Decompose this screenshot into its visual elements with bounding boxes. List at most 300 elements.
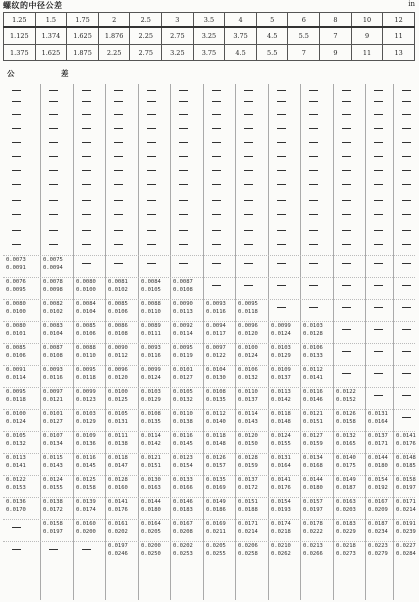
empty-cell-dash (212, 244, 221, 245)
row-separator (3, 409, 415, 410)
tolerance-value-lower: 0.0142 (271, 397, 291, 403)
empty-cell-dash (277, 156, 286, 157)
tolerance-value-upper: 0.0093 (206, 301, 226, 307)
table-cell: 1.625 (67, 27, 99, 45)
tolerance-value-upper: 0.0109 (76, 433, 96, 439)
empty-cell-dash (82, 128, 91, 129)
tolerance-value-upper: 0.0101 (173, 367, 193, 373)
table-cell: 3.25 (193, 27, 225, 45)
empty-cell-dash (309, 128, 318, 129)
row-separator (3, 453, 415, 454)
empty-cell-dash (82, 101, 91, 102)
tolerance-value-upper: 0.0095 (76, 367, 96, 373)
empty-cell-dash (277, 214, 286, 215)
tolerance-value-upper: 0.0103 (141, 389, 161, 395)
empty-cell-dash (147, 244, 156, 245)
tolerance-value-upper: 0.0163 (336, 499, 356, 505)
tolerance-value-lower: 0.0101 (6, 331, 26, 337)
tolerance-value-upper: 0.0139 (76, 499, 96, 505)
tolerance-value-upper: 0.0103 (76, 411, 96, 417)
tolerance-value-upper: 0.0088 (76, 345, 96, 351)
empty-cell-dash (147, 101, 156, 102)
tolerance-value-lower: 0.0197 (43, 529, 63, 535)
empty-cell-dash (49, 128, 58, 129)
tolerance-value-lower: 0.0168 (303, 463, 323, 469)
empty-cell-dash (309, 156, 318, 157)
tolerance-value-upper: 0.0080 (76, 279, 96, 285)
tolerance-value-upper: 0.0197 (108, 543, 128, 549)
tolerance-value-lower: 0.0102 (43, 309, 63, 315)
empty-cell-dash (342, 373, 351, 374)
tolerance-value-upper: 0.0125 (76, 477, 96, 483)
empty-cell-dash (402, 90, 411, 91)
tolerance-value-lower: 0.0120 (238, 331, 258, 337)
empty-cell-dash (212, 156, 221, 157)
empty-cell-dash (49, 170, 58, 171)
tolerance-value-upper: 0.0126 (336, 411, 356, 417)
tolerance-value-upper: 0.0137 (238, 477, 258, 483)
row-separator (3, 255, 415, 256)
tolerance-value-upper: 0.0158 (396, 477, 416, 483)
tolerance-value-lower: 0.0129 (141, 397, 161, 403)
tolerance-value-upper: 0.0100 (6, 411, 26, 417)
empty-cell-dash (244, 285, 253, 286)
tolerance-value-lower: 0.0258 (238, 551, 258, 557)
table-cell: 2 (98, 13, 130, 28)
empty-cell-dash (402, 156, 411, 157)
empty-cell-dash (147, 263, 156, 264)
tolerance-value-upper: 0.0090 (108, 345, 128, 351)
empty-cell-dash (244, 170, 253, 171)
empty-cell-dash (179, 114, 188, 115)
table-cell: 1.25 (4, 13, 36, 28)
tolerance-value-upper: 0.0080 (6, 301, 26, 307)
tolerance-value-lower: 0.0255 (206, 551, 226, 557)
empty-cell-dash (244, 244, 253, 245)
tolerance-value-lower: 0.0208 (173, 529, 193, 535)
tolerance-value-lower: 0.0180 (303, 485, 323, 491)
empty-cell-dash (12, 90, 21, 91)
empty-cell-dash (179, 156, 188, 157)
empty-cell-dash (82, 230, 91, 231)
row-separator (3, 431, 415, 432)
empty-cell-dash (147, 114, 156, 115)
tolerance-value-upper: 0.0130 (141, 477, 161, 483)
empty-cell-dash (277, 170, 286, 171)
empty-cell-dash (342, 142, 351, 143)
empty-cell-dash (402, 170, 411, 171)
empty-cell-dash (147, 230, 156, 231)
empty-cell-dash (342, 128, 351, 129)
empty-cell-dash (277, 101, 286, 102)
tolerance-value-upper: 0.0187 (368, 521, 388, 527)
tolerance-value-lower: 0.0102 (108, 287, 128, 293)
tolerance-value-upper: 0.0174 (271, 521, 291, 527)
tolerance-value-lower: 0.0138 (173, 419, 193, 425)
empty-cell-dash (114, 184, 123, 185)
tolerance-value-upper: 0.0124 (271, 433, 291, 439)
tolerance-value-lower: 0.0158 (336, 419, 356, 425)
empty-cell-dash (342, 230, 351, 231)
table-cell: 1.875 (67, 45, 99, 61)
empty-cell-dash (179, 128, 188, 129)
tolerance-value-upper: 0.0108 (206, 389, 226, 395)
tolerance-value-upper: 0.0206 (238, 543, 258, 549)
empty-cell-dash (212, 114, 221, 115)
tolerance-value-upper: 0.0097 (43, 389, 63, 395)
tolerance-value-lower: 0.0129 (271, 353, 291, 359)
empty-cell-dash (82, 170, 91, 171)
tolerance-value-lower: 0.0108 (173, 287, 193, 293)
tolerance-value-upper: 0.0099 (76, 389, 96, 395)
column-divider (300, 84, 301, 600)
tolerance-value-lower: 0.0146 (303, 397, 323, 403)
empty-cell-dash (342, 307, 351, 308)
tolerance-value-upper: 0.0105 (173, 389, 193, 395)
empty-cell-dash (147, 200, 156, 201)
empty-cell-dash (82, 156, 91, 157)
tolerance-value-lower: 0.0145 (173, 441, 193, 447)
empty-cell-dash (49, 230, 58, 231)
table-cell: 11 (383, 27, 415, 45)
tolerance-value-lower: 0.0176 (271, 485, 291, 491)
tolerance-value-upper: 0.0091 (6, 367, 26, 373)
tolerance-value-upper: 0.0088 (141, 301, 161, 307)
tolerance-value-upper: 0.0093 (43, 367, 63, 373)
tolerance-value-lower: 0.0155 (271, 441, 291, 447)
empty-cell-dash (244, 263, 253, 264)
tolerance-value-lower: 0.0142 (141, 441, 161, 447)
empty-cell-dash (114, 114, 123, 115)
tolerance-value-lower: 0.0192 (368, 485, 388, 491)
tolerance-value-upper: 0.0110 (238, 389, 258, 395)
empty-cell-dash (244, 142, 253, 143)
tolerance-value-upper: 0.0075 (43, 257, 63, 263)
tolerance-value-lower: 0.0143 (43, 463, 63, 469)
tolerance-value-lower: 0.0130 (206, 375, 226, 381)
table-cell: 8 (320, 13, 352, 28)
column-divider (73, 84, 74, 600)
empty-cell-dash (402, 101, 411, 102)
empty-cell-dash (374, 114, 383, 115)
empty-cell-dash (82, 244, 91, 245)
empty-cell-dash (12, 549, 21, 550)
empty-cell-dash (342, 90, 351, 91)
tolerance-value-lower: 0.0253 (173, 551, 193, 557)
column-divider (235, 84, 236, 600)
column-divider (268, 84, 269, 600)
tolerance-value-upper: 0.0096 (108, 367, 128, 373)
tolerance-value-lower: 0.0135 (206, 397, 226, 403)
tolerance-value-lower: 0.0136 (76, 441, 96, 447)
tolerance-value-upper: 0.0118 (206, 433, 226, 439)
tolerance-value-upper: 0.0136 (6, 499, 26, 505)
tolerance-value-lower: 0.0174 (76, 507, 96, 513)
empty-cell-dash (12, 114, 21, 115)
empty-cell-dash (402, 114, 411, 115)
tolerance-value-upper: 0.0140 (336, 455, 356, 461)
empty-cell-dash (212, 170, 221, 171)
empty-cell-dash (402, 184, 411, 185)
tolerance-value-upper: 0.0097 (206, 345, 226, 351)
tolerance-value-lower: 0.0151 (303, 419, 323, 425)
empty-cell-dash (374, 214, 383, 215)
empty-cell-dash (277, 244, 286, 245)
tolerance-value-lower: 0.0202 (108, 529, 128, 535)
column-divider (105, 84, 106, 600)
empty-cell-dash (277, 90, 286, 91)
tolerance-value-lower: 0.0128 (303, 331, 323, 337)
empty-cell-dash (342, 329, 351, 330)
empty-cell-dash (402, 200, 411, 201)
empty-cell-dash (12, 200, 21, 201)
tolerance-value-lower: 0.0163 (141, 485, 161, 491)
empty-cell-dash (82, 114, 91, 115)
tolerance-value-lower: 0.0239 (396, 529, 416, 535)
tolerance-value-lower: 0.0211 (206, 529, 226, 535)
tolerance-value-upper: 0.0095 (173, 345, 193, 351)
empty-cell-dash (244, 200, 253, 201)
tolerance-value-upper: 0.0167 (173, 521, 193, 527)
empty-cell-dash (82, 200, 91, 201)
tolerance-value-lower: 0.0175 (336, 463, 356, 469)
empty-cell-dash (402, 214, 411, 215)
tolerance-value-lower: 0.0164 (271, 463, 291, 469)
empty-cell-dash (114, 214, 123, 215)
table-cell: 2.5 (130, 13, 162, 28)
tolerance-value-upper: 0.0124 (43, 477, 63, 483)
empty-cell-dash (244, 214, 253, 215)
tolerance-value-upper: 0.0105 (108, 411, 128, 417)
row-separator (3, 321, 415, 322)
table-cell: 4.5 (225, 45, 257, 61)
tolerance-value-lower: 0.0117 (206, 331, 226, 337)
tolerance-value-lower: 0.0119 (173, 353, 193, 359)
empty-cell-dash (342, 285, 351, 286)
tolerance-value-upper: 0.0112 (206, 411, 226, 417)
tolerance-value-lower: 0.0132 (238, 375, 258, 381)
empty-cell-dash (244, 114, 253, 115)
tolerance-value-upper: 0.0200 (141, 543, 161, 549)
table-cell: 1.876 (98, 27, 130, 45)
empty-cell-dash (374, 285, 383, 286)
tolerance-value-lower: 0.0145 (76, 463, 96, 469)
pitch-size-table (3, 12, 415, 61)
empty-cell-dash (342, 170, 351, 171)
table-cell: 2.25 (130, 27, 162, 45)
tolerance-value-lower: 0.0152 (336, 397, 356, 403)
page-title: 螺纹的中径公差 (3, 1, 63, 10)
tolerance-value-upper: 0.0093 (141, 345, 161, 351)
tolerance-value-lower: 0.0116 (43, 375, 63, 381)
tolerance-value-lower: 0.0197 (303, 507, 323, 513)
table-cell: 1.375 (4, 45, 36, 61)
tolerance-value-upper: 0.0183 (336, 521, 356, 527)
tolerance-value-lower: 0.0127 (43, 419, 63, 425)
tolerance-value-lower: 0.0108 (43, 353, 63, 359)
tolerance-value-upper: 0.0223 (368, 543, 388, 549)
tolerance-value-lower: 0.0125 (108, 397, 128, 403)
table-cell: 5.5 (256, 45, 288, 61)
tolerance-value-lower: 0.0234 (368, 529, 388, 535)
empty-cell-dash (244, 101, 253, 102)
empty-cell-dash (147, 128, 156, 129)
tolerance-value-lower: 0.0106 (108, 309, 128, 315)
empty-cell-dash (374, 307, 383, 308)
table-cell: 1.374 (35, 27, 67, 45)
row-separator (3, 519, 415, 520)
tolerance-value-upper: 0.0213 (303, 543, 323, 549)
tolerance-value-lower: 0.0250 (141, 551, 161, 557)
empty-cell-dash (49, 114, 58, 115)
tolerance-value-lower: 0.0116 (206, 309, 226, 315)
tolerance-value-upper: 0.0099 (141, 367, 161, 373)
tolerance-value-lower: 0.0203 (336, 507, 356, 513)
tolerance-value-upper: 0.0114 (141, 433, 161, 439)
tolerance-value-lower: 0.0176 (396, 441, 416, 447)
tolerance-value-upper: 0.0167 (368, 499, 388, 505)
table-cell: 5.5 (288, 27, 320, 45)
tolerance-value-lower: 0.0197 (396, 485, 416, 491)
tolerance-value-upper: 0.0115 (43, 455, 63, 461)
empty-cell-dash (179, 214, 188, 215)
section-label-left: 公 (7, 69, 15, 78)
empty-cell-dash (374, 170, 383, 171)
tolerance-value-upper: 0.0116 (76, 455, 96, 461)
tolerance-value-upper: 0.0110 (173, 411, 193, 417)
tolerance-value-lower: 0.0106 (76, 331, 96, 337)
tolerance-value-upper: 0.0144 (368, 455, 388, 461)
empty-cell-dash (277, 307, 286, 308)
empty-cell-dash (402, 244, 411, 245)
empty-cell-dash (212, 128, 221, 129)
empty-cell-dash (374, 230, 383, 231)
tolerance-value-upper: 0.0127 (303, 433, 323, 439)
tolerance-value-lower: 0.0095 (6, 287, 26, 293)
tolerance-value-upper: 0.0099 (271, 323, 291, 329)
tolerance-value-lower: 0.0170 (6, 507, 26, 513)
tolerance-value-upper: 0.0205 (206, 543, 226, 549)
empty-cell-dash (342, 351, 351, 352)
tolerance-value-upper: 0.0092 (173, 323, 193, 329)
tolerance-value-upper: 0.0191 (396, 521, 416, 527)
tolerance-value-upper: 0.0149 (206, 499, 226, 505)
tolerance-value-lower: 0.0262 (271, 551, 291, 557)
tolerance-value-upper: 0.0157 (303, 499, 323, 505)
table-cell: 1.625 (35, 45, 67, 61)
tolerance-value-lower: 0.0180 (368, 463, 388, 469)
tolerance-value-lower: 0.0222 (303, 529, 323, 535)
table-cell: 4.5 (256, 27, 288, 45)
tolerance-value-upper: 0.0111 (108, 433, 128, 439)
empty-cell-dash (114, 128, 123, 129)
empty-cell-dash (374, 128, 383, 129)
tolerance-value-upper: 0.0078 (43, 279, 63, 285)
empty-cell-dash (309, 214, 318, 215)
tolerance-value-lower: 0.0108 (108, 331, 128, 337)
empty-cell-dash (402, 128, 411, 129)
empty-cell-dash (12, 156, 21, 157)
empty-cell-dash (49, 101, 58, 102)
empty-cell-dash (309, 170, 318, 171)
tolerance-value-lower: 0.0172 (238, 485, 258, 491)
tolerance-value-lower: 0.0154 (173, 463, 193, 469)
empty-cell-dash (49, 200, 58, 201)
empty-cell-dash (277, 114, 286, 115)
tolerance-value-lower: 0.0118 (6, 397, 26, 403)
empty-cell-dash (309, 307, 318, 308)
tolerance-value-lower: 0.0141 (6, 463, 26, 469)
tolerance-value-lower: 0.0266 (303, 551, 323, 557)
row-separator (3, 277, 415, 278)
empty-cell-dash (309, 142, 318, 143)
tolerance-value-lower: 0.0214 (238, 529, 258, 535)
tolerance-value-upper: 0.0095 (6, 389, 26, 395)
tolerance-value-lower: 0.0118 (76, 375, 96, 381)
empty-cell-dash (309, 244, 318, 245)
empty-cell-dash (402, 285, 411, 286)
empty-cell-dash (342, 214, 351, 215)
empty-cell-dash (277, 285, 286, 286)
empty-cell-dash (212, 214, 221, 215)
tolerance-value-lower: 0.0124 (141, 375, 161, 381)
tolerance-value-upper: 0.0141 (396, 433, 416, 439)
empty-cell-dash (147, 170, 156, 171)
tolerance-value-lower: 0.0094 (43, 265, 63, 271)
tolerance-value-lower: 0.0205 (141, 529, 161, 535)
tolerance-value-upper: 0.0081 (108, 279, 128, 285)
tolerance-value-lower: 0.0135 (141, 419, 161, 425)
tolerance-value-lower: 0.0111 (141, 331, 161, 337)
tolerance-value-lower: 0.0132 (6, 441, 26, 447)
empty-cell-dash (309, 200, 318, 201)
tolerance-value-lower: 0.0105 (141, 287, 161, 293)
table-row (4, 27, 415, 45)
table-cell: 5 (256, 13, 288, 28)
tolerance-value-upper: 0.0095 (238, 301, 258, 307)
tolerance-value-upper: 0.0148 (396, 455, 416, 461)
tolerance-value-upper: 0.0085 (6, 345, 26, 351)
tolerance-value-lower: 0.0106 (6, 353, 26, 359)
tolerance-value-lower: 0.0134 (43, 441, 63, 447)
empty-cell-dash (12, 170, 21, 171)
tolerance-value-lower: 0.0100 (6, 309, 26, 315)
empty-cell-dash (342, 101, 351, 102)
tolerance-value-lower: 0.0186 (206, 507, 226, 513)
tolerance-value-upper: 0.0116 (303, 389, 323, 395)
empty-cell-dash (342, 156, 351, 157)
table-cell: 1.75 (67, 13, 99, 28)
tolerance-value-lower: 0.0159 (303, 441, 323, 447)
table-cell: 2.75 (130, 45, 162, 61)
table-cell: 7 (288, 45, 320, 61)
tolerance-value-upper: 0.0103 (271, 345, 291, 351)
tolerance-value-lower: 0.0137 (238, 397, 258, 403)
empty-cell-dash (277, 128, 286, 129)
empty-cell-dash (114, 156, 123, 157)
tolerance-value-lower: 0.0183 (173, 507, 193, 513)
empty-cell-dash (309, 101, 318, 102)
tolerance-value-lower: 0.0171 (368, 441, 388, 447)
tolerance-value-upper: 0.0137 (368, 433, 388, 439)
empty-cell-dash (212, 142, 221, 143)
table-cell: 11 (351, 45, 383, 61)
empty-cell-dash (374, 184, 383, 185)
empty-cell-dash (82, 90, 91, 91)
column-divider (203, 84, 204, 600)
tolerance-value-upper: 0.0154 (368, 477, 388, 483)
empty-cell-dash (244, 184, 253, 185)
